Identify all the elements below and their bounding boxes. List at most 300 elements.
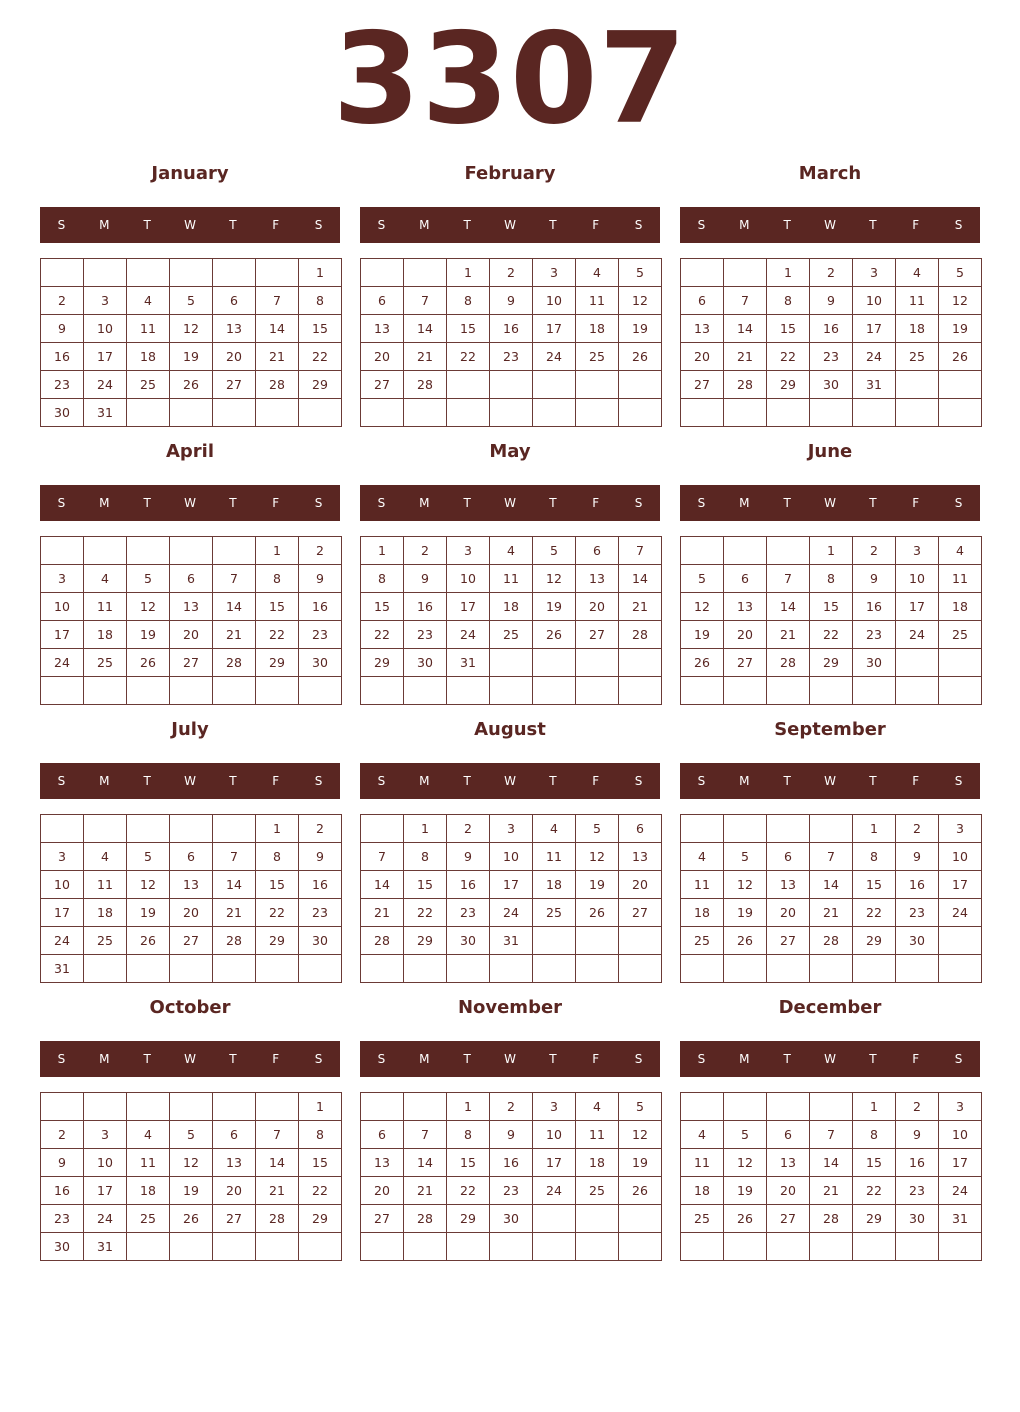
week-row	[41, 955, 342, 983]
day-cell: 3	[853, 259, 896, 287]
day-cell: 20	[619, 871, 662, 899]
day-cell: 18	[84, 899, 127, 927]
week-row	[681, 399, 982, 427]
day-cell: 31	[447, 649, 490, 677]
day-cell: 18	[127, 343, 170, 371]
month-name: July	[171, 719, 209, 740]
day-cell: 6	[361, 287, 404, 315]
day-cell: 11	[681, 1149, 724, 1177]
week-row	[361, 649, 662, 677]
day-cell: 2	[404, 537, 447, 565]
day-cell: 17	[41, 899, 84, 927]
day-cell: 4	[127, 287, 170, 315]
day-cell: 14	[404, 1149, 447, 1177]
day-cell: 7	[810, 1121, 853, 1149]
weekday-label: S	[954, 1052, 963, 1066]
day-cell: 21	[619, 593, 662, 621]
week-row	[361, 815, 662, 843]
day-cell	[447, 677, 490, 705]
day-cell	[361, 815, 404, 843]
day-cell: 20	[681, 343, 724, 371]
day-cell: 2	[490, 259, 533, 287]
day-cell: 3	[896, 537, 939, 565]
day-cell	[361, 259, 404, 287]
day-cell: 5	[127, 843, 170, 871]
day-cell: 29	[404, 927, 447, 955]
week-row	[681, 537, 982, 565]
week-row	[681, 955, 982, 983]
day-cell: 28	[404, 1205, 447, 1233]
day-cell: 15	[404, 871, 447, 899]
day-cell: 31	[41, 955, 84, 983]
week-row	[681, 1177, 982, 1205]
day-cell	[361, 1093, 404, 1121]
day-cell: 17	[490, 871, 533, 899]
day-cell: 3	[490, 815, 533, 843]
day-cell: 4	[939, 537, 982, 565]
day-cell: 16	[299, 593, 342, 621]
day-cell: 3	[41, 565, 84, 593]
weekday-label: T	[783, 218, 791, 232]
day-cell: 3	[41, 843, 84, 871]
day-cell: 17	[853, 315, 896, 343]
day-cell	[724, 955, 767, 983]
day-cell: 23	[447, 899, 490, 927]
day-cell: 1	[361, 537, 404, 565]
day-cell	[170, 537, 213, 565]
day-cell: 21	[213, 899, 256, 927]
day-cell	[533, 1205, 576, 1233]
day-cell	[256, 259, 299, 287]
day-cell: 1	[810, 537, 853, 565]
day-cell: 20	[170, 899, 213, 927]
day-cell: 24	[490, 899, 533, 927]
day-cell: 6	[213, 1121, 256, 1149]
weekday-header	[40, 763, 340, 799]
weekday-label: F	[592, 1052, 600, 1066]
day-cell: 28	[256, 1205, 299, 1233]
day-cell: 20	[576, 593, 619, 621]
day-cell: 13	[213, 1149, 256, 1177]
day-cell: 23	[299, 621, 342, 649]
day-cell: 3	[533, 1093, 576, 1121]
week-row	[41, 815, 342, 843]
week-row	[41, 871, 342, 899]
day-cell	[213, 1093, 256, 1121]
day-cell: 24	[41, 649, 84, 677]
day-cell	[490, 399, 533, 427]
day-cell: 15	[767, 315, 810, 343]
day-cell: 4	[681, 843, 724, 871]
weekday-label: T	[463, 1052, 471, 1066]
week-row	[41, 1177, 342, 1205]
day-cell: 10	[447, 565, 490, 593]
day-cell: 10	[84, 315, 127, 343]
weekday-label: W	[824, 218, 836, 232]
weekday-label: S	[314, 1052, 323, 1066]
day-cell: 28	[256, 371, 299, 399]
day-cell: 28	[810, 927, 853, 955]
day-cell: 26	[619, 1177, 662, 1205]
weekday-label: W	[824, 774, 836, 788]
weekday-label: S	[377, 218, 386, 232]
day-cell	[896, 955, 939, 983]
day-cell	[939, 399, 982, 427]
day-cell	[853, 399, 896, 427]
week-row	[361, 565, 662, 593]
day-cell: 9	[404, 565, 447, 593]
day-cell: 4	[84, 843, 127, 871]
weekday-label: T	[869, 774, 877, 788]
day-cell: 27	[213, 1205, 256, 1233]
weekday-label: S	[634, 496, 643, 510]
day-cell	[256, 955, 299, 983]
day-cell: 15	[256, 593, 299, 621]
week-row	[41, 621, 342, 649]
day-cell: 9	[853, 565, 896, 593]
day-cell	[213, 259, 256, 287]
day-cell	[41, 677, 84, 705]
weekday-label: M	[99, 496, 110, 510]
day-cell	[213, 677, 256, 705]
day-cell	[256, 677, 299, 705]
day-cell: 26	[170, 1205, 213, 1233]
week-row	[41, 399, 342, 427]
day-cell: 13	[361, 1149, 404, 1177]
day-cell: 20	[767, 1177, 810, 1205]
day-cell: 14	[619, 565, 662, 593]
day-cell	[896, 677, 939, 705]
day-cell: 6	[576, 537, 619, 565]
day-cell: 3	[533, 259, 576, 287]
day-cell: 7	[810, 843, 853, 871]
day-cell	[533, 399, 576, 427]
day-cell: 5	[619, 1093, 662, 1121]
day-cell: 1	[299, 1093, 342, 1121]
day-cell: 11	[681, 871, 724, 899]
day-cell: 25	[896, 343, 939, 371]
days-table	[360, 258, 662, 427]
week-row	[681, 343, 982, 371]
day-cell: 17	[939, 871, 982, 899]
day-cell: 23	[41, 371, 84, 399]
day-cell	[939, 955, 982, 983]
day-cell: 25	[533, 899, 576, 927]
day-cell	[404, 955, 447, 983]
weekday-label: S	[697, 496, 706, 510]
day-cell	[681, 399, 724, 427]
days-table	[40, 814, 342, 983]
day-cell: 2	[41, 1121, 84, 1149]
day-cell: 15	[447, 1149, 490, 1177]
day-cell	[533, 927, 576, 955]
weekday-label: W	[504, 774, 516, 788]
day-cell: 24	[447, 621, 490, 649]
weekday-label: T	[143, 218, 151, 232]
week-row	[361, 1177, 662, 1205]
weekday-label: S	[314, 218, 323, 232]
weekday-label: T	[463, 774, 471, 788]
day-cell: 4	[681, 1121, 724, 1149]
days-table	[40, 536, 342, 705]
day-cell	[361, 955, 404, 983]
day-cell	[127, 399, 170, 427]
day-cell: 2	[299, 537, 342, 565]
day-cell	[404, 259, 447, 287]
day-cell: 24	[533, 1177, 576, 1205]
week-row	[41, 1233, 342, 1261]
day-cell: 26	[533, 621, 576, 649]
day-cell: 26	[619, 343, 662, 371]
day-cell	[853, 677, 896, 705]
day-cell	[767, 1093, 810, 1121]
day-cell: 11	[127, 1149, 170, 1177]
day-cell	[84, 259, 127, 287]
day-cell: 28	[213, 927, 256, 955]
day-cell: 19	[533, 593, 576, 621]
day-cell: 5	[170, 1121, 213, 1149]
day-cell: 18	[896, 315, 939, 343]
day-cell: 10	[41, 593, 84, 621]
day-cell: 31	[490, 927, 533, 955]
day-cell: 25	[681, 927, 724, 955]
day-cell: 6	[361, 1121, 404, 1149]
day-cell: 9	[490, 287, 533, 315]
day-cell	[256, 1233, 299, 1261]
day-cell: 25	[127, 371, 170, 399]
day-cell: 14	[256, 315, 299, 343]
weekday-label: W	[184, 218, 196, 232]
day-cell: 6	[213, 287, 256, 315]
day-cell: 21	[724, 343, 767, 371]
day-cell: 11	[84, 871, 127, 899]
day-cell: 28	[213, 649, 256, 677]
day-cell	[681, 1093, 724, 1121]
day-cell: 19	[576, 871, 619, 899]
day-cell	[490, 649, 533, 677]
weekday-label: S	[377, 774, 386, 788]
day-cell: 4	[490, 537, 533, 565]
day-cell	[576, 1205, 619, 1233]
day-cell: 29	[299, 1205, 342, 1233]
weekday-label: F	[272, 218, 280, 232]
day-cell: 12	[619, 1121, 662, 1149]
week-row	[361, 343, 662, 371]
day-cell: 19	[724, 899, 767, 927]
day-cell: 28	[404, 371, 447, 399]
day-cell: 8	[853, 843, 896, 871]
week-row	[681, 1093, 982, 1121]
day-cell: 27	[170, 927, 213, 955]
month-name: September	[774, 719, 886, 740]
day-cell: 9	[810, 287, 853, 315]
day-cell: 11	[896, 287, 939, 315]
day-cell: 6	[170, 843, 213, 871]
day-cell: 14	[361, 871, 404, 899]
day-cell: 18	[127, 1177, 170, 1205]
week-row	[361, 843, 662, 871]
day-cell: 27	[361, 1205, 404, 1233]
day-cell: 21	[256, 343, 299, 371]
day-cell: 28	[767, 649, 810, 677]
day-cell: 21	[404, 343, 447, 371]
month-name: May	[489, 441, 531, 462]
week-row	[681, 899, 982, 927]
days-table	[40, 258, 342, 427]
day-cell: 31	[853, 371, 896, 399]
day-cell: 14	[810, 871, 853, 899]
day-cell: 19	[681, 621, 724, 649]
week-row	[41, 677, 342, 705]
weekday-label: F	[592, 218, 600, 232]
day-cell: 25	[490, 621, 533, 649]
day-cell: 7	[767, 565, 810, 593]
day-cell: 4	[576, 259, 619, 287]
weekday-label: T	[869, 218, 877, 232]
day-cell	[404, 1093, 447, 1121]
day-cell: 17	[41, 621, 84, 649]
day-cell: 8	[447, 1121, 490, 1149]
day-cell	[170, 1093, 213, 1121]
day-cell	[681, 259, 724, 287]
day-cell	[896, 399, 939, 427]
day-cell: 23	[896, 1177, 939, 1205]
day-cell: 8	[853, 1121, 896, 1149]
day-cell: 22	[256, 621, 299, 649]
day-cell	[724, 399, 767, 427]
day-cell	[533, 677, 576, 705]
weekday-label: F	[912, 774, 920, 788]
day-cell: 16	[41, 1177, 84, 1205]
day-cell: 1	[256, 815, 299, 843]
day-cell	[170, 955, 213, 983]
day-cell	[299, 955, 342, 983]
week-row	[361, 1121, 662, 1149]
weekday-header	[40, 1041, 340, 1077]
day-cell	[767, 399, 810, 427]
weekday-label: T	[549, 774, 557, 788]
day-cell	[576, 927, 619, 955]
day-cell	[404, 399, 447, 427]
day-cell: 25	[84, 927, 127, 955]
weekday-label: S	[634, 774, 643, 788]
week-row	[681, 259, 982, 287]
weekday-label: F	[272, 1052, 280, 1066]
weekday-label: W	[504, 218, 516, 232]
day-cell: 27	[767, 927, 810, 955]
weekday-header	[680, 1041, 980, 1077]
week-row	[361, 537, 662, 565]
day-cell	[939, 927, 982, 955]
day-cell: 14	[404, 315, 447, 343]
day-cell: 8	[447, 287, 490, 315]
day-cell: 6	[170, 565, 213, 593]
weekday-label: M	[419, 774, 430, 788]
day-cell	[533, 955, 576, 983]
month-name: April	[165, 441, 215, 462]
day-cell: 18	[576, 315, 619, 343]
day-cell: 5	[533, 537, 576, 565]
day-cell	[576, 677, 619, 705]
day-cell	[533, 1233, 576, 1261]
day-cell	[84, 955, 127, 983]
day-cell	[490, 371, 533, 399]
week-row	[361, 871, 662, 899]
day-cell: 12	[724, 871, 767, 899]
week-row	[41, 649, 342, 677]
weekday-header	[360, 207, 660, 243]
day-cell: 2	[490, 1093, 533, 1121]
day-cell: 1	[447, 259, 490, 287]
day-cell	[213, 815, 256, 843]
days-table	[360, 814, 662, 983]
day-cell	[681, 955, 724, 983]
day-cell	[896, 1233, 939, 1261]
day-cell: 20	[170, 621, 213, 649]
day-cell: 7	[256, 1121, 299, 1149]
week-row	[361, 621, 662, 649]
days-table	[680, 814, 982, 983]
day-cell	[619, 649, 662, 677]
day-cell: 13	[170, 871, 213, 899]
day-cell: 30	[896, 1205, 939, 1233]
day-cell: 22	[767, 343, 810, 371]
day-cell: 9	[896, 1121, 939, 1149]
day-cell	[490, 1233, 533, 1261]
day-cell	[619, 1205, 662, 1233]
day-cell	[681, 537, 724, 565]
day-cell: 7	[724, 287, 767, 315]
day-cell: 30	[490, 1205, 533, 1233]
day-cell: 17	[84, 343, 127, 371]
day-cell: 22	[299, 343, 342, 371]
day-cell	[490, 677, 533, 705]
day-cell: 23	[490, 1177, 533, 1205]
day-cell	[853, 1233, 896, 1261]
weekday-label: T	[549, 1052, 557, 1066]
month-name: November	[457, 997, 563, 1018]
weekday-label: S	[57, 774, 66, 788]
day-cell	[767, 537, 810, 565]
day-cell: 8	[256, 565, 299, 593]
day-cell: 5	[127, 565, 170, 593]
day-cell: 11	[84, 593, 127, 621]
day-cell: 17	[84, 1177, 127, 1205]
day-cell: 30	[404, 649, 447, 677]
day-cell: 9	[41, 1149, 84, 1177]
day-cell: 9	[41, 315, 84, 343]
weekday-label: M	[99, 1052, 110, 1066]
week-row	[361, 1093, 662, 1121]
day-cell	[939, 649, 982, 677]
day-cell: 10	[84, 1149, 127, 1177]
week-row	[681, 371, 982, 399]
day-cell: 14	[256, 1149, 299, 1177]
weekday-label: S	[314, 496, 323, 510]
week-row	[41, 1149, 342, 1177]
day-cell: 18	[681, 1177, 724, 1205]
day-cell	[619, 955, 662, 983]
weekday-label: F	[272, 496, 280, 510]
day-cell: 17	[939, 1149, 982, 1177]
day-cell: 9	[490, 1121, 533, 1149]
day-cell: 23	[299, 899, 342, 927]
day-cell	[681, 1233, 724, 1261]
day-cell: 9	[447, 843, 490, 871]
weekday-header	[360, 763, 660, 799]
week-row	[361, 399, 662, 427]
day-cell	[939, 1233, 982, 1261]
